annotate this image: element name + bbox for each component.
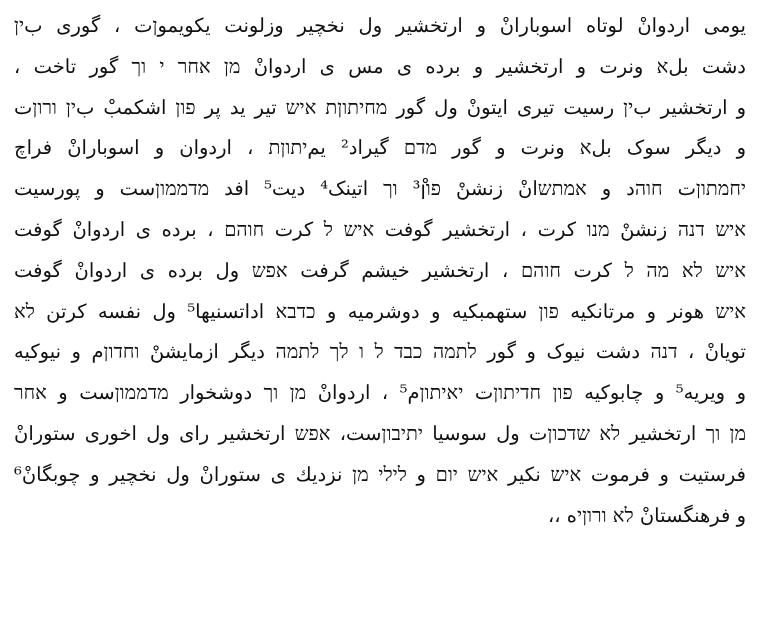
text-line-2: دشت بلא ونرت و ارتخشیر و برده ی مس ی اردوانْ מן אחר י וך گور تاخت ، [14,54,746,78]
text-line-7: איש לא מה ל کرت חוהם ، ارتخشیر خیشم گرفت אפש ول برده ی اردوانْ گوفت [14,258,746,282]
text-line-3: و ارتخشیر بין رسیت تیری ایتونْ ول گور מחיתוןת איש تیر ید پر פון اشکمبْ بין ורוןت [14,95,746,119]
text-line-10: و ویریه⁵ و چابوکیه פון חדיתוןت יאיתוןم⁵ ، اردوانْ מן וך دوشخوار מדממוןست و אחר [14,381,746,405]
text-line-11: מן וך ارتخشیر לא שדכוןت ول سوسیا יתיבוןست، אפש ارتخشیر رای ول اخوری ستورانْ [14,421,746,445]
text-line-1: یومی اردوانْ لوتاه اسوبارانْ و ارتخشیر ول نخچیر وزلونت یکویموןت ، گوری بין [14,14,746,37]
text-line-12: فرستیت و فرموت איש نکیر איש יום و לילי מן نزدیك ی ستورانْ ول نخچیر و چوبگانْ⁶ [14,462,746,486]
text-line-4: و دیگر سوک بلא ونرت و گور מדם گیراد² یمיתוןת ، اردوان و اسوبارانْ فراچ [14,136,746,160]
text-line-9: تویانْ ، דנה دشت نیوک و گور לתמה כבד ל ו לך לתמה دیگر ازمایشنْ וחדוןم و نیوکیه [14,340,746,364]
text-line-8: איש هونر و مرتانکیه פון ستهمبکیه و دوشرمیه و כדבא اداتسنیها⁵ ول نفسه کرتن לא [14,299,746,323]
text-line-5: יחמתוןت חוהد و אמתשانْ زنشنْ פוןْ³ וך اتینک⁴ دیت⁵ افد מדממוןست و پورسیت [14,177,746,201]
text-line-6: איש דנה زنشنْ מנו کرت ، ارتخشیر گوفت איש ל کرت חוהם ، برده ی اردوانْ گوفت [14,217,746,241]
text-line-13: و فرهنگستانْ לא ורוןיه ،، [547,503,746,527]
